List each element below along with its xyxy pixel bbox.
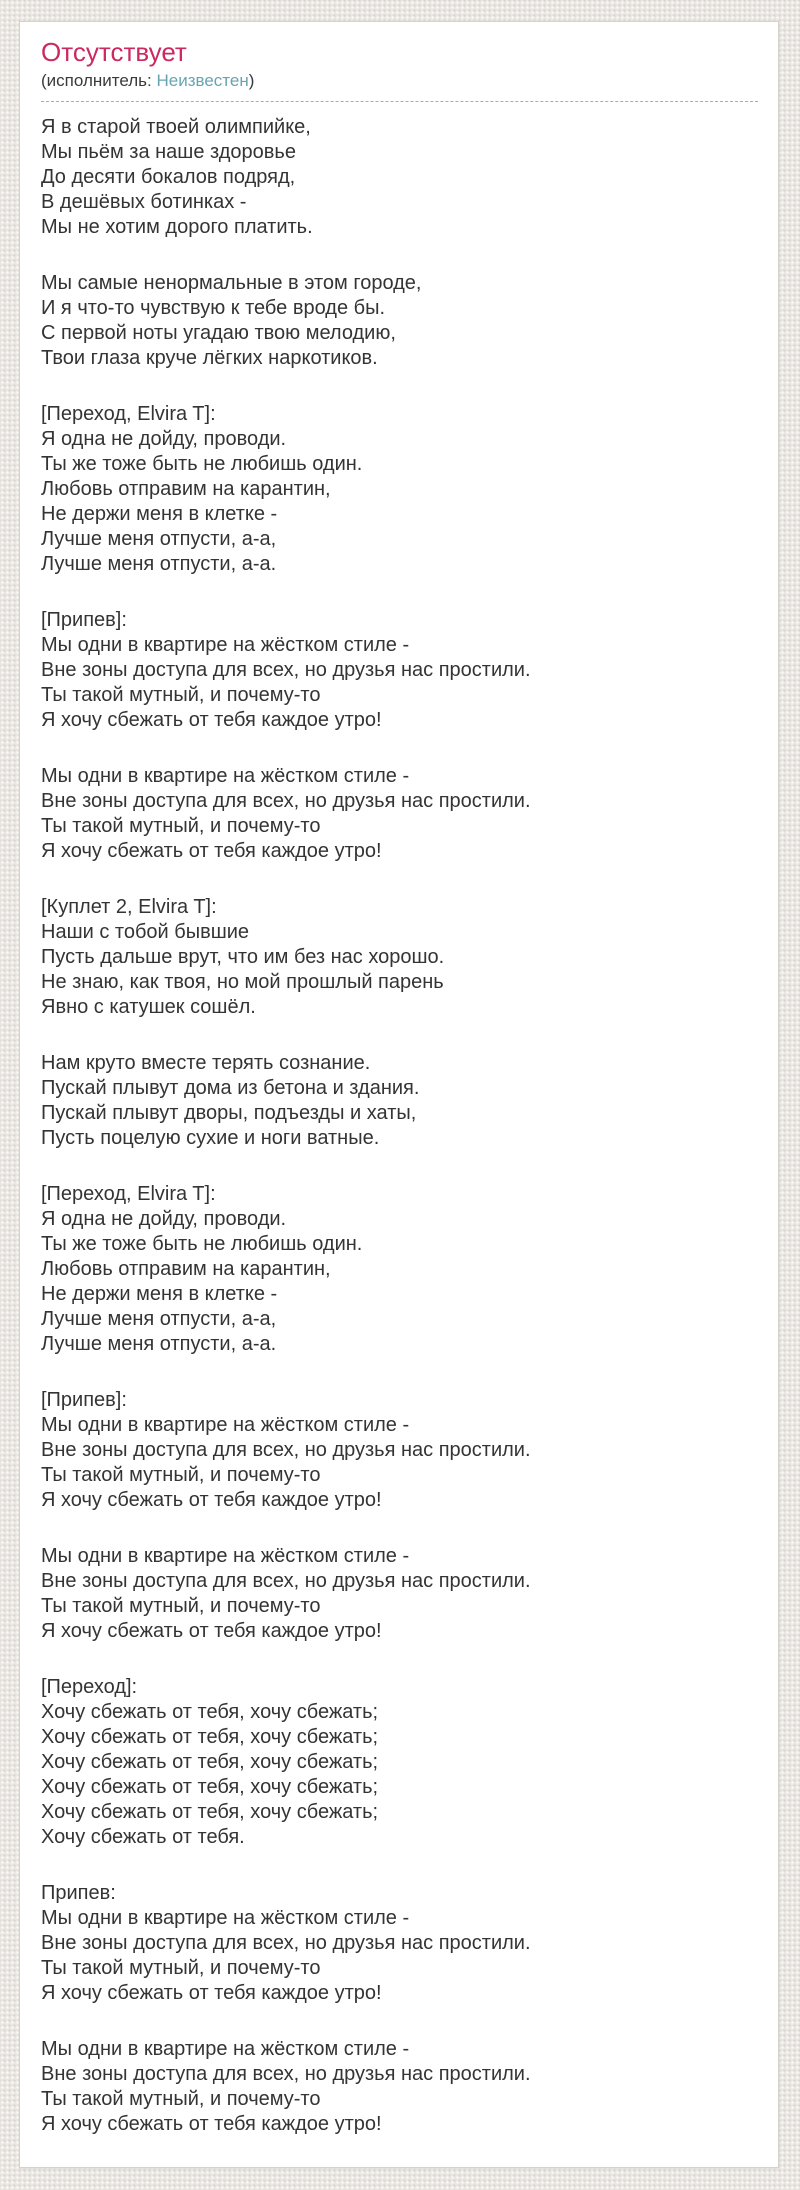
lyric-line: Лучше меня отпусти, а-а,: [41, 1308, 277, 1330]
lyric-line: В дешёвых ботинках -: [41, 191, 247, 213]
lyric-line: Я одна не дойду, проводи.: [41, 1208, 287, 1230]
lyric-line: Ты такой мутный, и почему-то: [41, 1464, 321, 1486]
lyric-line: Я хочу сбежать от тебя каждое утро!: [41, 1620, 382, 1642]
lyric-line: Я хочу сбежать от тебя каждое утро!: [41, 1489, 382, 1511]
lyric-line: Мы одни в квартире на жёстком стиле -: [41, 765, 410, 787]
lyric-line: Мы одни в квартире на жёстком стиле -: [41, 1414, 410, 1436]
lyric-line: [Переход]:: [41, 1676, 138, 1698]
lyric-line: Я хочу сбежать от тебя каждое утро!: [41, 2113, 382, 2135]
lyric-line: Мы не хотим дорого платить.: [41, 216, 313, 238]
lyric-line: Любовь отправим на карантин,: [41, 1258, 331, 1280]
lyric-line: Мы самые ненормальные в этом городе,: [41, 272, 422, 294]
lyric-line: Я в старой твоей олимпийке,: [41, 116, 311, 138]
artist-label-suffix: ): [248, 71, 255, 90]
lyric-line: Вне зоны доступа для всех, но друзья нас простили.: [41, 1570, 531, 1592]
lyric-line: До десяти бокалов подряд,: [41, 166, 296, 188]
lyrics-card: [19, 21, 779, 2168]
stanza: [41, 895, 758, 1020]
lyric-line: Мы одни в квартире на жёстком стиле -: [41, 1907, 410, 1929]
lyric-line: Хочу сбежать от тебя, хочу сбежать;: [41, 1751, 379, 1773]
lyric-line: Ты такой мутный, и почему-то: [41, 815, 321, 837]
song-title: Отсутствует: [41, 37, 187, 67]
lyric-line: Хочу сбежать от тебя, хочу сбежать;: [41, 1776, 379, 1798]
lyric-line: Лучше меня отпусти, а-а,: [41, 528, 277, 550]
artist-line: [41, 70, 758, 91]
lyric-line: Припев:: [41, 1882, 116, 1904]
lyric-line: Нам круто вместе терять сознание.: [41, 1052, 371, 1074]
stanza: [41, 1881, 758, 2006]
stanza: [41, 1051, 758, 1151]
lyric-line: Ты такой мутный, и почему-то: [41, 1957, 321, 1979]
lyric-line: Я хочу сбежать от тебя каждое утро!: [41, 1982, 382, 2004]
lyric-line: Ты же тоже быть не любишь один.: [41, 1233, 363, 1255]
stanza: [41, 764, 758, 864]
lyric-line: Явно с катушек сошёл.: [41, 996, 256, 1018]
lyric-line: Мы одни в квартире на жёстком стиле -: [41, 634, 410, 656]
lyrics-text: [41, 115, 758, 2137]
lyric-line: Мы одни в квартире на жёстком стиле -: [41, 1545, 410, 1567]
artist-link[interactable]: Неизвестен: [156, 71, 249, 90]
lyric-line: Хочу сбежать от тебя.: [41, 1826, 245, 1848]
lyric-line: Ты такой мутный, и почему-то: [41, 1595, 321, 1617]
lyric-line: Лучше меня отпусти, а-а.: [41, 1333, 277, 1355]
lyric-line: [Переход, Elvira T]:: [41, 1183, 216, 1205]
lyric-line: Ты такой мутный, и почему-то: [41, 2088, 321, 2110]
stanza: [41, 1675, 758, 1850]
lyric-line: Вне зоны доступа для всех, но друзья нас простили.: [41, 1439, 531, 1461]
lyric-line: Не держи меня в клетке -: [41, 1283, 278, 1305]
artist-label: (исполнитель:: [41, 71, 152, 90]
lyric-line: Хочу сбежать от тебя, хочу сбежать;: [41, 1726, 379, 1748]
stanza: [41, 1182, 758, 1357]
lyric-line: Лучше меня отпусти, а-а.: [41, 553, 277, 575]
lyric-line: Пусть поцелую сухие и ноги ватные.: [41, 1127, 380, 1149]
lyric-line: Твои глаза круче лёгких наркотиков.: [41, 347, 378, 369]
lyric-line: Наши с тобой бывшие: [41, 921, 250, 943]
stanza: [41, 402, 758, 577]
lyric-line: С первой ноты угадаю твою мелодию,: [41, 322, 396, 344]
lyric-line: Мы одни в квартире на жёстком стиле -: [41, 2038, 410, 2060]
lyric-line: Я одна не дойду, проводи.: [41, 428, 287, 450]
stanza: [41, 271, 758, 371]
lyric-line: Любовь отправим на карантин,: [41, 478, 331, 500]
lyric-line: Я хочу сбежать от тебя каждое утро!: [41, 709, 382, 731]
stanza: [41, 115, 758, 240]
lyric-line: [Припев]:: [41, 1389, 127, 1411]
lyric-line: Вне зоны доступа для всех, но друзья нас простили.: [41, 2063, 531, 2085]
stanza: [41, 1544, 758, 1644]
song-header: [41, 38, 758, 102]
lyric-line: Я хочу сбежать от тебя каждое утро!: [41, 840, 382, 862]
lyric-line: И я что-то чувствую к тебе вроде бы.: [41, 297, 386, 319]
lyric-line: Мы пьём за наше здоровье: [41, 141, 296, 163]
lyric-line: [Переход, Elvira T]:: [41, 403, 216, 425]
lyric-line: Пускай плывут дворы, подъезды и хаты,: [41, 1102, 417, 1124]
stanza: [41, 608, 758, 733]
lyric-line: Хочу сбежать от тебя, хочу сбежать;: [41, 1801, 379, 1823]
lyric-line: [Куплет 2, Elvira T]:: [41, 896, 217, 918]
stanza: [41, 1388, 758, 1513]
lyric-line: Хочу сбежать от тебя, хочу сбежать;: [41, 1701, 379, 1723]
lyric-line: Вне зоны доступа для всех, но друзья нас простили.: [41, 659, 531, 681]
stanza: [41, 2037, 758, 2137]
lyric-line: Пускай плывут дома из бетона и здания.: [41, 1077, 420, 1099]
lyric-line: Пусть дальше врут, что им без нас хорошо.: [41, 946, 445, 968]
lyric-line: Вне зоны доступа для всех, но друзья нас простили.: [41, 1932, 531, 1954]
lyric-line: Не держи меня в клетке -: [41, 503, 278, 525]
lyric-line: [Припев]:: [41, 609, 127, 631]
lyric-line: Ты же тоже быть не любишь один.: [41, 453, 363, 475]
lyric-line: Ты такой мутный, и почему-то: [41, 684, 321, 706]
lyric-line: Не знаю, как твоя, но мой прошлый парень: [41, 971, 444, 993]
lyric-line: Вне зоны доступа для всех, но друзья нас простили.: [41, 790, 531, 812]
